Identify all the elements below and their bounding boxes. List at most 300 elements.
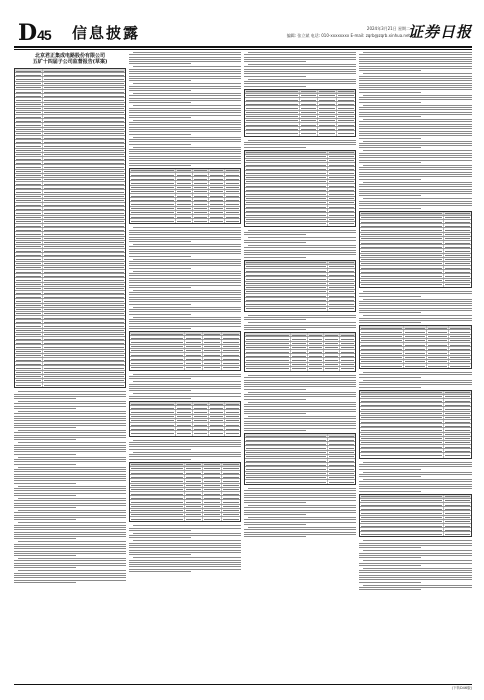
- table-cell: [427, 339, 450, 342]
- table-cell: [209, 402, 225, 405]
- table-cell: [209, 219, 225, 223]
- text-line: [363, 198, 472, 199]
- table-cell: [324, 354, 340, 357]
- text-line: [244, 524, 306, 525]
- table-cell: [203, 484, 222, 487]
- text-line: [14, 538, 76, 539]
- paragraph: [244, 322, 356, 330]
- table-cell: [130, 509, 185, 512]
- table-cell: [328, 159, 355, 162]
- table-cell: [209, 427, 225, 430]
- table-cell: [185, 484, 204, 487]
- table-cell: [222, 353, 240, 356]
- text-line: [129, 326, 241, 327]
- text-line: [359, 124, 472, 125]
- text-line: [133, 93, 241, 94]
- table-cell: [245, 197, 328, 200]
- table-cell: [245, 201, 328, 204]
- table-cell: [444, 511, 472, 514]
- continued-note: (下转D46版): [451, 686, 472, 690]
- table-cell: [15, 157, 43, 160]
- table-cell: [444, 249, 472, 252]
- table-cell: [245, 451, 328, 454]
- text-line: [359, 179, 421, 180]
- text-line: [14, 454, 76, 455]
- table-cell: [225, 169, 240, 172]
- table-cell: [15, 358, 43, 361]
- table-cell: [328, 209, 355, 212]
- table-cell: [340, 354, 355, 357]
- text-line: [359, 184, 472, 185]
- table-cell: [193, 181, 209, 184]
- text-line: [14, 565, 126, 566]
- table-cell: [130, 496, 185, 499]
- data-table: [129, 401, 241, 437]
- text-line: [359, 78, 472, 79]
- table-cell: [43, 257, 125, 260]
- table-cell: [291, 342, 307, 345]
- paragraph: [129, 259, 241, 269]
- table-cell: [444, 237, 472, 240]
- table-cell: [222, 345, 240, 348]
- data-table: [359, 390, 472, 459]
- table-cell: [328, 222, 355, 226]
- text-line: [129, 398, 191, 399]
- table-cell: [176, 419, 192, 422]
- table-cell: [328, 480, 355, 484]
- table-cell: [176, 194, 192, 197]
- text-line: [129, 54, 241, 55]
- text-line: [129, 311, 241, 312]
- table-cell: [15, 232, 43, 235]
- text-line: [248, 392, 356, 393]
- table-cell: [444, 495, 472, 498]
- table-cell: [15, 165, 43, 168]
- table-cell: [185, 500, 204, 503]
- text-line: [359, 547, 421, 548]
- table-cell: [225, 419, 240, 422]
- table-cell: [245, 363, 291, 366]
- table-cell: [43, 253, 125, 256]
- table-cell: [43, 203, 125, 206]
- text-line: [359, 555, 472, 556]
- table-cell: [209, 202, 225, 205]
- text-line: [359, 577, 472, 578]
- text-line: [359, 54, 472, 55]
- text-line: [244, 425, 356, 426]
- paragraph: [129, 317, 241, 329]
- table-cell: [308, 337, 324, 340]
- text-line: [14, 532, 126, 533]
- paragraph: [244, 375, 356, 390]
- text-line: [129, 314, 191, 315]
- table-cell: [444, 433, 472, 436]
- paragraph: [359, 119, 472, 138]
- table-cell: [15, 291, 43, 294]
- table-cell: [15, 178, 43, 181]
- text-line: [359, 310, 472, 311]
- table-cell: [225, 219, 240, 223]
- table-cell: [43, 161, 125, 164]
- table-cell: [222, 349, 240, 352]
- text-line: [133, 317, 241, 318]
- text-line: [129, 98, 241, 99]
- table-cell: [130, 190, 176, 193]
- paragraph: [129, 540, 241, 555]
- text-line: [359, 176, 472, 177]
- table-cell: [318, 119, 337, 122]
- table-cell: [15, 128, 43, 131]
- table-cell: [222, 500, 240, 503]
- table-cell: [203, 505, 222, 508]
- text-line: [244, 329, 306, 330]
- table-cell: [360, 449, 444, 452]
- text-line: [129, 442, 241, 443]
- table-cell: [360, 441, 444, 444]
- text-line: [129, 456, 241, 457]
- table-cell: [193, 410, 209, 413]
- text-line: [129, 80, 191, 81]
- table-cell: [222, 366, 240, 370]
- text-line: [14, 515, 126, 516]
- text-line: [129, 158, 241, 159]
- column-1: [14, 52, 126, 682]
- table-cell: [245, 438, 328, 441]
- text-line: [14, 437, 126, 438]
- text-line: [359, 491, 421, 492]
- text-line: [133, 440, 241, 441]
- table-cell: [444, 403, 472, 406]
- text-line: [244, 73, 356, 74]
- table-cell: [449, 364, 471, 368]
- table-cell: [444, 445, 472, 448]
- table-cell: [291, 333, 307, 336]
- table-cell: [328, 167, 355, 170]
- table-cell: [185, 488, 204, 491]
- table-cell: [43, 366, 125, 369]
- data-table: [244, 332, 356, 372]
- column-2: [129, 52, 241, 682]
- table-cell: [185, 492, 204, 495]
- text-line: [248, 64, 356, 65]
- paragraph: [129, 381, 241, 391]
- paragraph: [244, 505, 356, 515]
- text-line: [133, 393, 241, 394]
- text-line: [14, 536, 126, 537]
- text-line: [129, 384, 241, 385]
- table-cell: [291, 346, 307, 349]
- paragraph: [129, 271, 241, 288]
- table-cell: [360, 224, 444, 227]
- text-line: [129, 537, 191, 538]
- text-line: [363, 585, 472, 586]
- table-cell: [176, 169, 192, 172]
- table-cell: [324, 346, 340, 349]
- table-cell: [130, 332, 185, 335]
- table-cell: [328, 298, 355, 301]
- paragraph: [244, 488, 356, 503]
- issue-date: 2024年3月21日 星期二: [366, 26, 410, 31]
- text-line: [14, 567, 76, 568]
- table-cell: [43, 211, 125, 214]
- paragraph: [14, 391, 126, 399]
- table-cell: [15, 190, 43, 193]
- text-line: [129, 124, 241, 125]
- table-cell: [360, 453, 444, 457]
- table-cell: [203, 479, 222, 482]
- paragraph: [14, 541, 126, 556]
- paragraph: [244, 315, 356, 321]
- table-cell: [308, 354, 324, 357]
- section-title: 信息披露: [72, 24, 141, 42]
- table-cell: [43, 195, 125, 198]
- table-cell: [300, 131, 319, 135]
- table-cell: [130, 219, 176, 223]
- paragraph: [129, 137, 241, 145]
- table-cell: [444, 532, 472, 536]
- data-table: [244, 150, 356, 227]
- text-line: [14, 403, 126, 404]
- text-line: [14, 432, 126, 433]
- paragraph: [244, 52, 356, 62]
- text-line: [359, 189, 472, 190]
- table-cell: [404, 330, 427, 333]
- table-cell: [43, 291, 125, 294]
- table-cell: [360, 445, 444, 448]
- table-cell: [130, 366, 185, 370]
- table-cell: [193, 406, 209, 409]
- table-cell: [360, 407, 444, 410]
- table-cell: [203, 353, 222, 356]
- table-cell: [360, 520, 444, 523]
- text-line: [359, 128, 472, 129]
- text-line: [129, 287, 191, 288]
- text-line: [363, 372, 472, 373]
- table-cell: [193, 207, 209, 210]
- table-cell: [43, 128, 125, 131]
- table-cell: [225, 177, 240, 180]
- table-cell: [328, 476, 355, 479]
- table-cell: [328, 192, 355, 195]
- text-line: [14, 408, 76, 409]
- table-row: [130, 219, 240, 223]
- table-cell: [15, 107, 43, 110]
- text-line: [244, 510, 356, 511]
- text-line: [244, 500, 356, 501]
- table-cell: [328, 446, 355, 449]
- table-cell: [245, 467, 328, 470]
- table-cell: [43, 186, 125, 189]
- table-cell: [193, 211, 209, 214]
- table-cell: [328, 213, 355, 216]
- text-line: [14, 423, 126, 424]
- table-cell: [222, 463, 240, 466]
- table-cell: [43, 153, 125, 156]
- text-line: [129, 239, 241, 240]
- text-line: [363, 119, 472, 120]
- table-cell: [176, 173, 192, 176]
- text-line: [129, 378, 191, 379]
- table-cell: [15, 237, 43, 240]
- table-cell: [222, 513, 240, 516]
- paragraph: [359, 472, 472, 478]
- text-line: [359, 87, 472, 88]
- table-cell: [360, 212, 444, 215]
- table-cell: [43, 178, 125, 181]
- table-cell: [15, 324, 43, 327]
- text-line: [129, 376, 241, 377]
- text-line: [359, 131, 472, 132]
- table-cell: [360, 364, 404, 368]
- table-cell: [245, 106, 300, 109]
- table-cell: [203, 517, 222, 521]
- table-cell: [15, 195, 43, 198]
- text-line: [244, 502, 306, 503]
- table-cell: [444, 245, 472, 248]
- text-line: [244, 86, 306, 87]
- table-cell: [43, 232, 125, 235]
- table-cell: [225, 198, 240, 201]
- paragraph: [14, 486, 126, 496]
- table-cell: [225, 173, 240, 176]
- text-line: [359, 201, 472, 202]
- table-cell: [300, 90, 319, 93]
- text-line: [363, 550, 472, 551]
- text-line: [359, 469, 421, 470]
- table-cell: [245, 261, 328, 264]
- table-cell: [245, 176, 328, 179]
- data-table: [244, 433, 356, 485]
- paragraph: [129, 105, 241, 117]
- text-line: [129, 449, 191, 450]
- text-line: [359, 464, 472, 465]
- table-cell: [245, 358, 291, 361]
- text-line: [14, 480, 126, 481]
- table-cell: [291, 337, 307, 340]
- table-cell: [324, 363, 340, 366]
- table-cell: [15, 170, 43, 173]
- table-cell: [193, 419, 209, 422]
- text-line: [363, 150, 472, 151]
- table-cell: [15, 199, 43, 202]
- table-cell: [245, 188, 328, 191]
- table-cell: [15, 224, 43, 227]
- table-cell: [15, 295, 43, 298]
- table-cell: [185, 517, 204, 521]
- text-line: [129, 129, 241, 130]
- table-cell: [225, 181, 240, 184]
- table-cell: [43, 73, 125, 76]
- text-line: [244, 232, 356, 233]
- table-cell: [130, 410, 176, 413]
- text-line: [244, 522, 356, 523]
- column-3: [244, 52, 356, 682]
- table-cell: [130, 484, 185, 487]
- table-cell: [444, 407, 472, 410]
- table-cell: [43, 295, 125, 298]
- text-line: [248, 517, 356, 518]
- table-cell: [43, 111, 125, 114]
- table-cell: [185, 332, 204, 335]
- table-cell: [185, 336, 204, 339]
- table-cell: [15, 329, 43, 332]
- text-line: [359, 160, 472, 161]
- paragraph: [359, 380, 472, 388]
- table-cell: [300, 119, 319, 122]
- table-cell: [245, 90, 300, 93]
- text-line: [244, 389, 306, 390]
- text-line: [133, 66, 241, 67]
- text-line: [14, 435, 126, 436]
- text-line: [14, 459, 126, 460]
- text-line: [359, 121, 472, 122]
- text-line: [14, 519, 76, 520]
- table-cell: [222, 492, 240, 495]
- table-cell: [15, 186, 43, 189]
- table-cell: [245, 127, 300, 130]
- table-cell: [130, 202, 176, 205]
- text-line: [129, 304, 191, 305]
- table-cell: [444, 283, 472, 287]
- text-line: [129, 294, 241, 295]
- table-cell: [176, 190, 192, 193]
- table-cell: [245, 102, 300, 105]
- text-line: [363, 291, 472, 292]
- table-cell: [43, 123, 125, 126]
- text-line: [129, 309, 241, 310]
- text-line: [359, 68, 472, 69]
- paragraph: [244, 64, 356, 76]
- table-cell: [15, 90, 43, 93]
- text-line: [129, 396, 241, 397]
- table-cell: [337, 106, 355, 109]
- paragraph: [359, 299, 472, 314]
- table-cell: [15, 132, 43, 135]
- text-line: [363, 568, 472, 569]
- text-line: [359, 66, 472, 67]
- text-line: [248, 237, 356, 238]
- text-line: [244, 142, 356, 143]
- text-line: [244, 428, 356, 429]
- table-cell: [43, 249, 125, 252]
- text-line: [244, 532, 356, 533]
- table-cell: [444, 212, 472, 215]
- table-cell: [337, 111, 355, 114]
- table-cell: [43, 149, 125, 152]
- text-line: [363, 540, 472, 541]
- text-line: [14, 500, 126, 501]
- table-cell: [130, 186, 176, 189]
- table-cell: [222, 471, 240, 474]
- table-cell: [43, 199, 125, 202]
- table-cell: [225, 402, 240, 405]
- table-cell: [444, 449, 472, 452]
- table-cell: [185, 513, 204, 516]
- text-line: [244, 399, 306, 400]
- table-cell: [328, 459, 355, 462]
- text-line: [363, 299, 472, 300]
- paragraph: [129, 52, 241, 64]
- text-line: [129, 386, 241, 387]
- table-cell: [176, 410, 192, 413]
- text-line: [129, 249, 241, 250]
- text-line: [244, 529, 356, 530]
- text-line: [359, 147, 421, 148]
- table-cell: [444, 224, 472, 227]
- text-line: [14, 529, 126, 530]
- text-line: [359, 572, 472, 573]
- text-line: [129, 319, 241, 320]
